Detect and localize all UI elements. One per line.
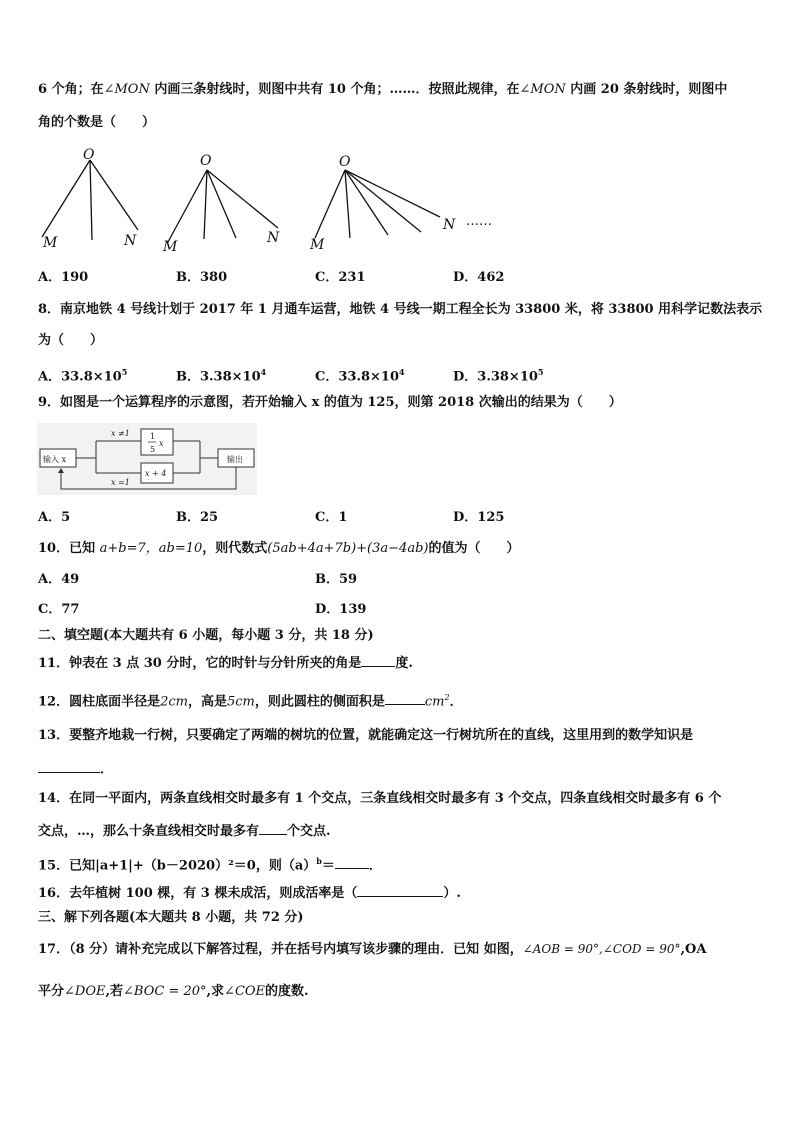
q8-line2: 为（ ）	[38, 333, 104, 348]
q15-blank	[335, 856, 369, 869]
q11-blank	[361, 654, 395, 667]
q13-line1: 13．要整齐地栽一行树，只要确定了两端的树坑的位置，就能确定这一行树坑所在的直线，这里用到的数学知识是	[38, 728, 694, 743]
fig3-label-n: N	[443, 217, 456, 233]
q17-line1: 17．（8 分）请补充完成以下解答过程，并在括号内填写该步骤的理由．已知 如图，∠AOB = 90°,∠COD = 90°,OA	[38, 942, 707, 957]
q7-text-b: 内画三条射线时，则图中共有 10 个角；……．按照此规律，在	[149, 82, 520, 97]
fig1-label-n: N	[124, 233, 137, 249]
q7-text-a: 6 个角；在	[38, 82, 104, 97]
flow-op-bottom: x + 4	[145, 469, 167, 478]
section-2-heading: 二、填空题(本大题共有 6 小题，每小题 3 分，共 18 分)	[38, 628, 374, 643]
q12: 12．圆柱底面半径是2cm，高是5cm，则此圆柱的侧面积是 $cm^2$．	[38, 693, 463, 710]
flow-top-box	[141, 429, 173, 455]
flow-frac-num: 1	[150, 432, 156, 441]
q10-expression: (5ab+4a+7b)+(3a−4ab)	[267, 541, 429, 556]
flow-cond-bottom: x =1	[111, 478, 130, 487]
fig1-label-m: M	[43, 235, 58, 251]
q10-option-d: D．139	[315, 602, 367, 617]
q7-text-c: 内画 20 条射线时，则图中	[565, 82, 728, 97]
q9-option-d: D．125	[453, 510, 505, 525]
flow-output-label: 输出	[227, 455, 243, 464]
angle-boc: ∠BOC = 20°	[123, 984, 207, 999]
q7-line1	[38, 82, 727, 98]
q13-line2: ．	[38, 760, 113, 778]
q9-line1: 9．如图是一个运算程序的示意图，若开始输入 x 的值为 125，则第 2018 次输出的结果为（ ）	[38, 395, 622, 410]
q7-option-a: A．190	[38, 270, 89, 285]
fig2-label-o: O	[200, 153, 212, 169]
q8-option-a: A．$33.8\times 10^5$	[38, 367, 128, 385]
fig3-label-m: M	[310, 237, 325, 253]
q7-option-d: D．462	[453, 270, 505, 285]
fig3-label-o: O	[339, 154, 351, 170]
q10-option-c: C．77	[38, 602, 80, 617]
fig1-label-o: O	[83, 147, 95, 163]
q9-option-c: C．1	[315, 510, 348, 525]
q8-option-b: B．$3.38\times 10^4$	[176, 367, 267, 385]
q7-option-c: C．231	[315, 270, 366, 285]
fig2-label-n: N	[267, 230, 280, 246]
q7-option-b: B．380	[176, 270, 228, 285]
q10-line1: 10．已知 a+b=7，ab=10，则代数式(5ab+4a+7b)+(3a−4ab)的值为（ ）	[38, 541, 520, 556]
q10-option-b: B．59	[315, 572, 358, 587]
q16: 16．去年植树 100 棵，有 3 棵未成活，则成活率是（ ）.	[38, 886, 461, 901]
angle-doe: ∠DOE	[64, 984, 106, 999]
fig2-label-m: M	[163, 239, 178, 255]
q15: 15．已知|a+1|+（b－2020）²＝0，则$(a)^b=$ ．	[38, 856, 382, 874]
angle-coe: ∠COE	[224, 984, 266, 999]
q14-line1: 14．在同一平面内，两条直线相交时最多有 1 个交点，三条直线相交时最多有 3 个交点，四条直线相交时最多有 6 个	[38, 791, 722, 806]
q9-flowchart	[37, 423, 257, 495]
q12-height: 5cm	[227, 694, 255, 710]
q13-blank	[38, 760, 100, 773]
flow-input-label: 输入 x	[43, 455, 67, 464]
angle-mon-1: ∠MON	[103, 82, 150, 97]
q8-line1: 8．南京地铁 4 号线计划于 2017 年 1 月通车运营，地铁 4 号线一期工程全长为 33800 米，将 33800 用科学记数法表示	[38, 302, 763, 317]
fig3-dots: ……	[466, 214, 492, 229]
angle-mon-2: ∠MON	[519, 82, 566, 97]
q17-line2: 平分∠DOE,若∠BOC = 20°,求∠COE的度数.	[38, 984, 309, 999]
q12-radius: 2cm	[160, 694, 188, 710]
q7-figures	[0, 145, 794, 255]
q9-option-b: B．25	[176, 510, 219, 525]
q8-option-c: C．$33.8\times 10^4$	[315, 367, 405, 385]
flow-frac-den: 5	[150, 445, 156, 454]
q12-blank	[385, 692, 425, 705]
section-3-heading: 三、解下列各题(本大题共 8 小题，共 72 分)	[38, 910, 304, 925]
flow-cond-top: x ≠1	[111, 429, 130, 438]
q16-blank	[357, 884, 443, 897]
q14-line2: 交点，…，那么十条直线相交时最多有 个交点.	[38, 824, 331, 839]
q8-option-d: D．$3.38\times 10^5$	[453, 367, 544, 385]
q7-line2: 角的个数是（ ）	[38, 115, 156, 130]
q9-option-a: A．5	[38, 510, 71, 525]
q10-option-a: A．49	[38, 572, 80, 587]
q14-blank	[259, 822, 287, 835]
flow-frac-var: x	[159, 439, 164, 448]
q17-given-angles: ∠AOB = 90°,∠COD = 90°	[522, 942, 681, 956]
q12-unit: cm	[424, 694, 445, 710]
q10-condition: a+b=7，ab=10	[99, 541, 203, 556]
q11: 11．钟表在 3 点 30 分时，它的时针与分针所夹的角是 度.	[38, 656, 413, 671]
